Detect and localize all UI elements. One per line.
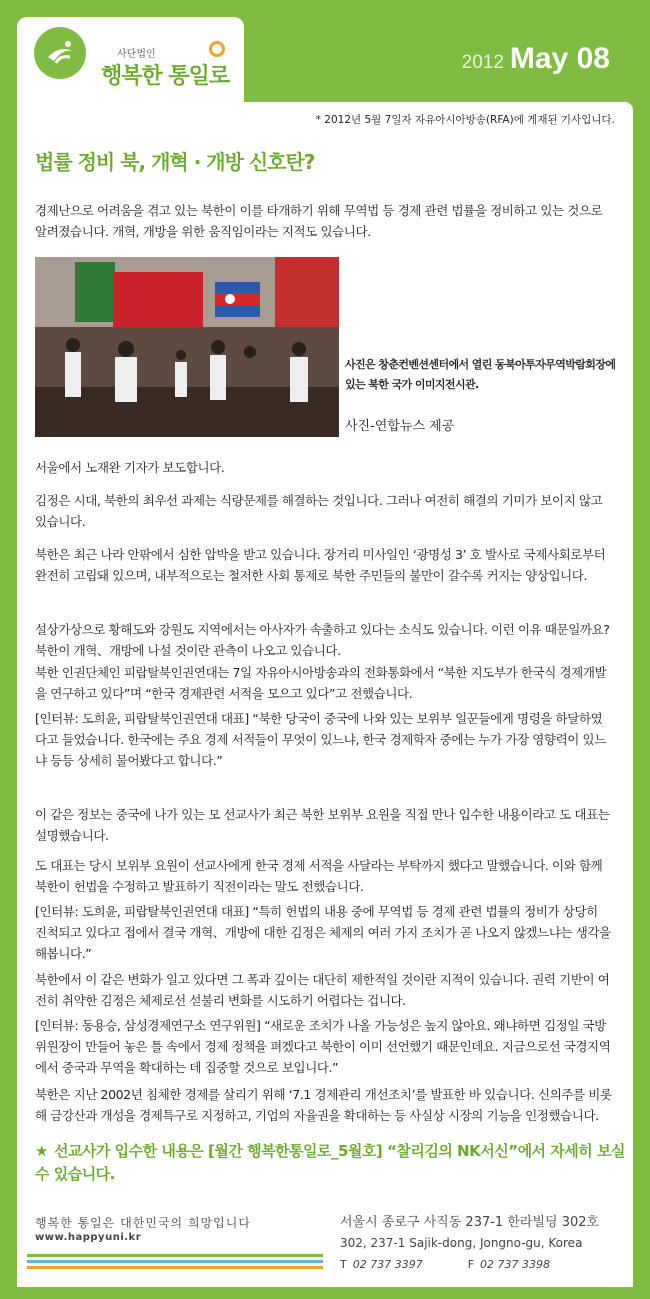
paragraph: 북한은 지난 2002년 침체한 경제를 살리기 위해 ‘7.1 경제관리 개선조치’를 발표한 바 있습니다. 신의주를 비롯해 금강산과 개성을 경제특구로 지정하고, 기업의 자율권을 확대하는 등 사실상 시장의 기능을 인정했습니다.: [35, 1087, 612, 1123]
website-link[interactable]: www.happyuni.kr: [35, 1232, 142, 1243]
footer-stripes: [27, 1254, 323, 1272]
issue-year: 2012: [461, 52, 504, 73]
article-intro: 경제난으로 어려움을 겪고 있는 북한이 이를 타개하기 위해 무역법 등 경제 관련 법률을 정비하고 있는 것으로 알려졌습니다. 개혁, 개방을 위한 움직임이라는 지적도 있습니다.: [35, 203, 603, 239]
closing-note: [35, 1140, 625, 1186]
footer: [17, 1192, 633, 1287]
address-korean: 서울시 종로구 사직동 237-1 한라빌딩 302호: [340, 1215, 600, 1230]
paragraph: 서울에서 노재완 기자가 보도합니다.: [35, 460, 225, 475]
flower-icon: [209, 41, 225, 57]
fax-number: 02 737 3398: [480, 1258, 551, 1271]
address-english: 302, 237-1 Sajik-dong, Jongno-gu, Korea: [340, 1236, 583, 1250]
star-icon: ★: [35, 1142, 48, 1160]
paragraph: 북한 인권단체인 피랍탈북인권연대는 7일 자유아시아방송과의 전화통화에서 “북한 지도부가 한국식 경제개발을 연구하고 있다”며 “한국 경제관련 서적을 모으고 있다”고 전했습니다.: [35, 665, 607, 701]
paragraph: 설상가상으로 황해도와 강원도 지역에서는 아사자가 속출하고 있다는 소식도 있습니다. 이런 이유 때문일까요? 북한이 개혁、개방에 나설 것이란 관측이 나오고 있습니다.: [35, 622, 610, 658]
issue-month-day: May 08: [509, 42, 610, 75]
logo-title: 행복한 통일로: [101, 64, 230, 89]
logo-subtitle: 사단법인: [117, 49, 156, 60]
photo-credit: 사진-연합뉴스 제공: [345, 419, 455, 434]
paragraph: 도 대표는 당시 보위부 요원이 선교사에게 한국 경제 서적을 사달라는 부탁까지 했다고 말했습니다. 이와 함께 북한이 헌법을 수정하고 발표하기 직전이라는 말도 전했습니다.: [35, 858, 603, 894]
paragraph: [인터뷰: 동용승, 삼성경제연구소 연구위원] “새로운 조치가 나올 가능성은 높지 않아요. 왜냐하면 김정일 국방위원장이 만들어 놓은 틀 속에서 경제 정책을 펴겠다고 북한이 이미 선언했기 때문인데요. 지금으로선 국경지역에서 중국과 무역을 확대하는 데 집중할 것으로 보입니다.”: [35, 1018, 611, 1075]
closing-text: 선교사가 입수한 내용은 [월간 행복한통일로_5월호] “찰리김의 NK서신”에서 자세히 보실수 있습니다.: [35, 1142, 625, 1183]
paragraph: [인터뷰: 도희윤, 피랍탈북인권연대 대표] “북한 당국이 중국에 나와 있는 보위부 일꾼들에게 명령을 하달하였다고 들었습니다. 한국에는 주요 경제 서적들이 무엇이 있느냐, 한국 경제학자 중에는 누가 가장 영향력이 있느냐 등등 상세히 물어봤다고 합니다.”: [35, 711, 606, 768]
footer-slogan: 행복한 통일은 대한민국의 희망입니다: [35, 1216, 251, 1230]
source-note: * 2012년 5월 7일자 자유아시아방송(RFA)에 게재된 기사입니다.: [315, 114, 615, 126]
paragraph: [인터뷰: 도희윤, 피랍탈북인권연대 대표] “특히 헌법의 내용 중에 무역법 등 경제 관련 법률의 정비가 상당히 진척되고 있다고 접에서 결국 개혁、개방에 대한 김정은 체제의 여러 가지 조치가 곧 나오지 않겠느냐는 생각을 해봅니다.”: [35, 904, 611, 961]
photo-caption: 사진은 창춘컨벤션센터에서 열린 동북아투자무역박람회장에 있는 북한 국가 이미지전시관.: [345, 358, 616, 391]
logo-emblem-icon: [34, 27, 86, 79]
paragraph: 북한은 최근 나라 안팎에서 심한 압박을 받고 있습니다. 장거리 미사일인 ‘광명성 3’ 호 발사로 국제사회로부터 완전히 고립돼 있으며, 내부적으로는 철저한 사회 통제로 북한 주민들의 불만이 갈수록 커지는 양상입니다.: [35, 547, 606, 583]
contact-line: [340, 1254, 599, 1275]
paragraph: 이 같은 정보는 중국에 나가 있는 모 선교사가 최근 북한 보위부 요원을 직접 만나 입수한 내용이라고 도 대표는 설명했습니다.: [35, 807, 610, 843]
tel-label: T: [340, 1258, 347, 1271]
issue-date: [462, 42, 610, 76]
logo[interactable]: [17, 17, 244, 102]
tel-number: 02 737 3397: [352, 1258, 423, 1271]
paragraph: 북한에서 이 같은 변화가 일고 있다면 그 폭과 깊이는 대단히 제한적일 것이란 지적이 있습니다. 권력 기반이 여전히 취약한 김정은 체제로선 섣불리 변화를 시도하기 어렵다는 겁니다.: [35, 972, 610, 1008]
article-body: [17, 102, 633, 1192]
footer-address: [340, 1212, 599, 1275]
article-photo: [35, 257, 339, 437]
article-title: 법률 정비 북, 개혁 · 개방 신호탄?: [35, 150, 315, 174]
paragraph: 김정은 시대, 북한의 최우선 과제는 식량문제를 해결하는 것입니다. 그러나 여전히 해결의 기미가 보이지 않고 있습니다.: [35, 493, 603, 529]
fax-label: F: [467, 1258, 475, 1271]
